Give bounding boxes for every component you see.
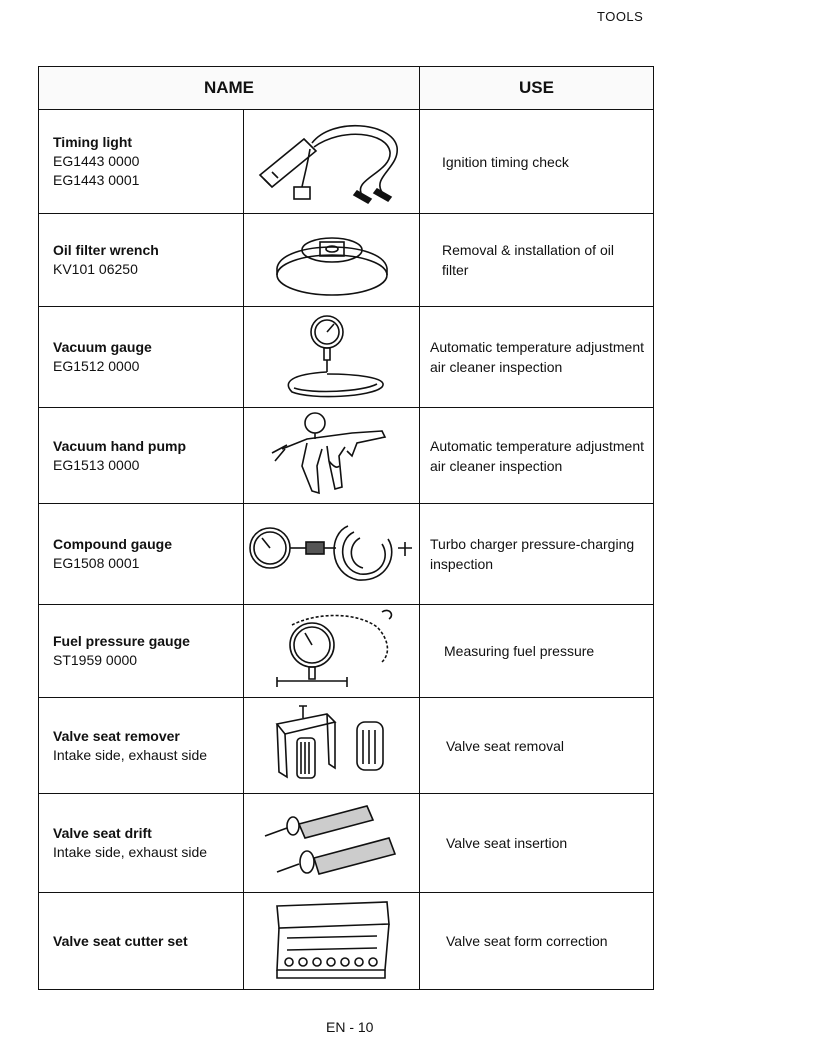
table-row — [39, 794, 653, 893]
tool-code: KV101 06250 — [53, 261, 138, 277]
tool-use-cell — [420, 504, 653, 604]
tool-use-cell — [420, 794, 653, 892]
tool-code: ST1959 0000 — [53, 652, 138, 668]
tool-image-cell — [244, 605, 420, 697]
table-row — [39, 698, 653, 794]
compound-gauge-icon — [248, 514, 416, 594]
tool-use-cell — [420, 408, 653, 503]
tool-name: Vacuum gauge — [53, 339, 152, 355]
tool-image-cell — [244, 504, 420, 604]
tool-code: EG1508 0001 — [53, 555, 140, 571]
header-use: USE — [519, 78, 554, 97]
table-row — [39, 893, 653, 990]
section-title: TOOLS — [597, 9, 644, 24]
tool-name-cell — [39, 307, 244, 407]
valve-seat-drift-icon — [257, 800, 407, 886]
header-name: NAME — [39, 67, 420, 109]
tool-name-cell — [39, 504, 244, 604]
tool-name-cell — [39, 110, 244, 213]
tool-use-cell — [420, 605, 653, 697]
tool-image-cell — [244, 698, 420, 793]
oil-filter-wrench-icon — [272, 220, 392, 300]
tool-use-cell — [420, 214, 653, 306]
tool-image-cell — [244, 408, 420, 503]
tool-name: Valve seat drift — [53, 825, 152, 841]
tool-name: Valve seat cutter set — [53, 932, 188, 949]
tool-use: Automatic temperature adjustment air cleaner inspection — [430, 339, 644, 375]
table-row — [39, 605, 653, 698]
tool-use: Automatic temperature adjustment air cleaner inspection — [430, 437, 644, 474]
page-number: EN - 10 — [326, 1019, 374, 1035]
tool-use: Valve seat removal — [446, 737, 565, 754]
tool-use: Valve seat insertion — [446, 835, 568, 851]
tool-image-cell — [244, 214, 420, 306]
tool-code: EG1443 0001 — [53, 172, 140, 188]
valve-seat-remover-icon — [267, 702, 397, 790]
tool-use: Turbo charger pressure-charging inspection — [430, 536, 635, 572]
valve-seat-cutter-set-icon — [267, 898, 397, 984]
tool-code: EG1512 0000 — [53, 358, 140, 374]
fuel-pressure-gauge-icon — [257, 607, 407, 695]
tool-image-cell — [244, 893, 420, 989]
table-row — [39, 214, 653, 307]
tool-use: Ignition timing check — [442, 153, 569, 170]
tool-name-cell — [39, 605, 244, 697]
tool-code: EG1443 0000 — [53, 153, 140, 169]
tool-name: Vacuum hand pump — [53, 437, 187, 454]
tool-use: Measuring fuel pressure — [444, 643, 595, 659]
tool-name: Valve seat remover — [53, 727, 180, 744]
table-header — [39, 67, 653, 110]
vacuum-hand-pump-icon — [267, 411, 397, 501]
tool-use-cell — [420, 307, 653, 407]
tool-name: Fuel pressure gauge — [53, 633, 190, 649]
table-row — [39, 408, 653, 504]
tool-name-cell — [39, 408, 244, 503]
timing-light-icon — [252, 117, 412, 207]
table-row — [39, 110, 653, 214]
tool-image-cell — [244, 307, 420, 407]
tool-image-cell — [244, 794, 420, 892]
table-row — [39, 307, 653, 408]
tool-name-cell — [39, 893, 244, 989]
tool-name-cell — [39, 794, 244, 892]
table-row — [39, 504, 653, 605]
tool-use-cell — [420, 698, 653, 793]
tool-code: Intake side, exhaust side — [53, 844, 208, 860]
tool-name-cell — [39, 214, 244, 306]
tool-use-cell — [420, 893, 653, 989]
tool-image-cell — [244, 110, 420, 213]
tool-code: Intake side, exhaust side — [53, 746, 208, 763]
tool-name: Compound gauge — [53, 536, 172, 552]
tool-name: Timing light — [53, 134, 133, 150]
tool-name: Oil filter wrench — [53, 242, 159, 258]
tool-use-cell — [420, 110, 653, 213]
tool-use: Valve seat form correction — [446, 933, 608, 949]
tool-use: Removal & installation of oil filter — [442, 242, 614, 278]
tool-code: EG1513 0000 — [53, 456, 140, 473]
vacuum-gauge-icon — [272, 312, 392, 402]
tools-table — [38, 66, 654, 990]
tool-name-cell — [39, 698, 244, 793]
